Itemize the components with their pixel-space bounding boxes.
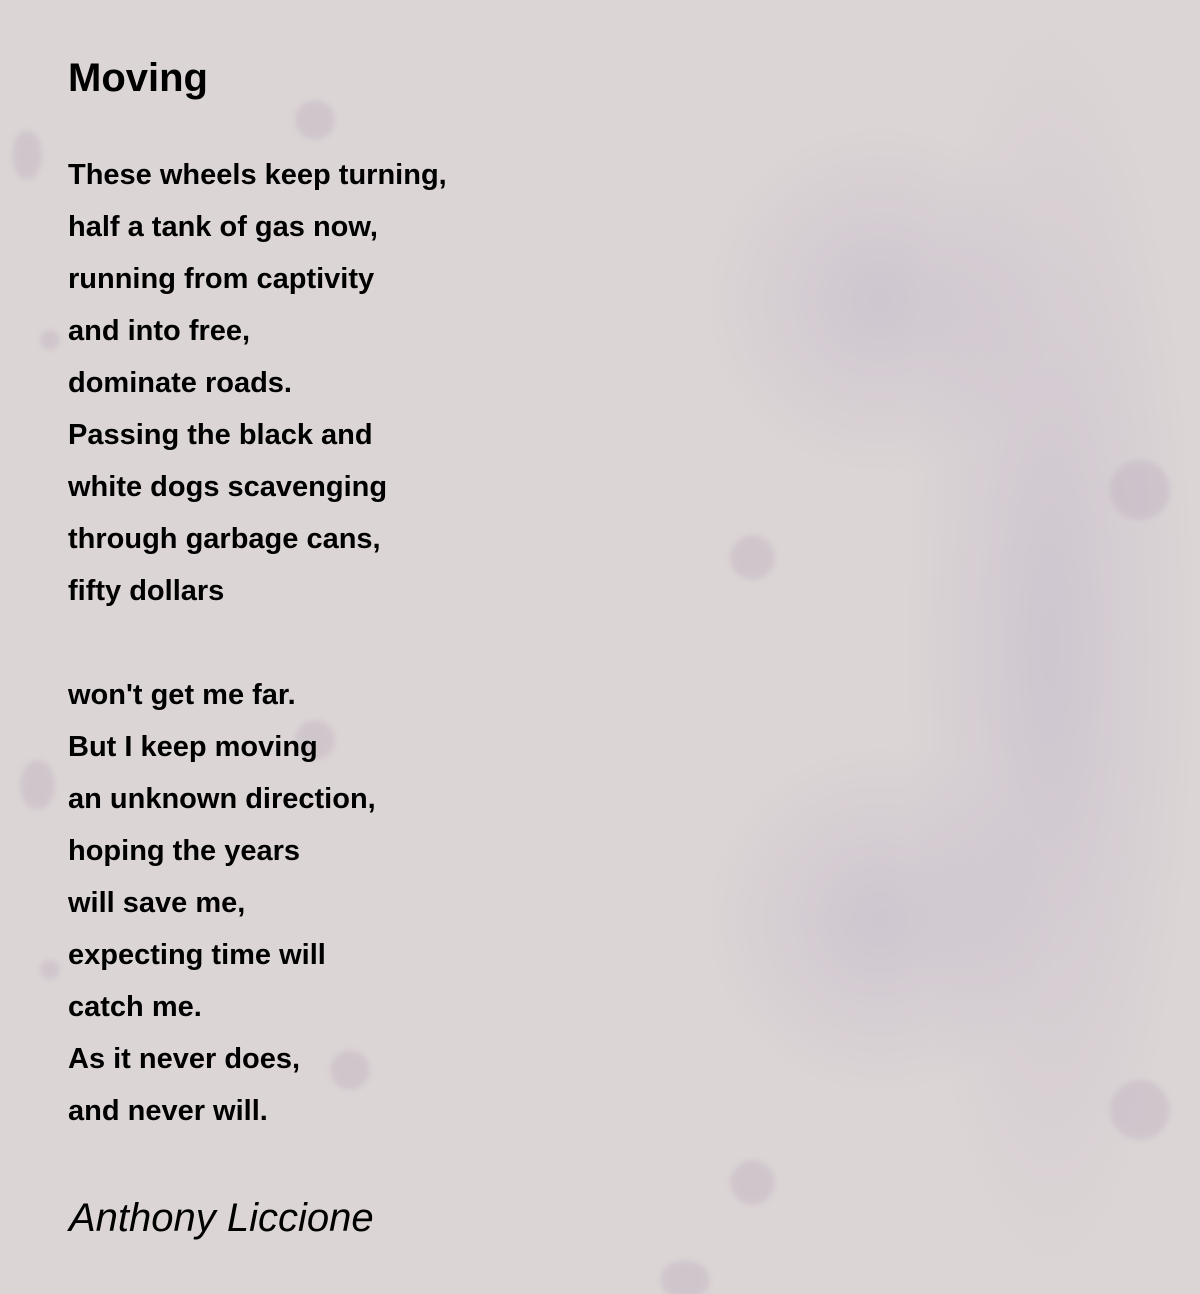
poem-line: Passing the black and bbox=[68, 419, 373, 451]
poem-line: But I keep moving bbox=[68, 731, 318, 763]
stanza bbox=[68, 669, 447, 1137]
poem-line: expecting time will bbox=[68, 939, 326, 971]
poem-line: and never will. bbox=[68, 1095, 268, 1127]
poem-line: As it never does, bbox=[68, 1043, 301, 1075]
poem-line: hoping the years bbox=[68, 835, 301, 867]
poem-line: won't get me far. bbox=[68, 679, 296, 711]
poem-line: These wheels keep turning, bbox=[68, 159, 447, 191]
poem-line: catch me. bbox=[68, 991, 202, 1023]
poem-body bbox=[68, 149, 447, 1137]
poem-line: white dogs scavenging bbox=[68, 471, 388, 503]
poem-line: will save me, bbox=[68, 887, 246, 919]
author-name: Anthony Liccione bbox=[69, 1196, 374, 1240]
poem-line: and into free, bbox=[68, 315, 251, 347]
stanza-break bbox=[68, 617, 447, 669]
poem-line: through garbage cans, bbox=[68, 523, 381, 555]
poem-line: fifty dollars bbox=[68, 575, 225, 607]
poem-title: Moving bbox=[68, 56, 208, 100]
stanza bbox=[68, 149, 447, 617]
poem-line: running from captivity bbox=[68, 263, 375, 295]
poem-line: an unknown direction, bbox=[68, 783, 376, 815]
poem-line: dominate roads. bbox=[68, 367, 292, 399]
poem-line: half a tank of gas now, bbox=[68, 211, 378, 243]
